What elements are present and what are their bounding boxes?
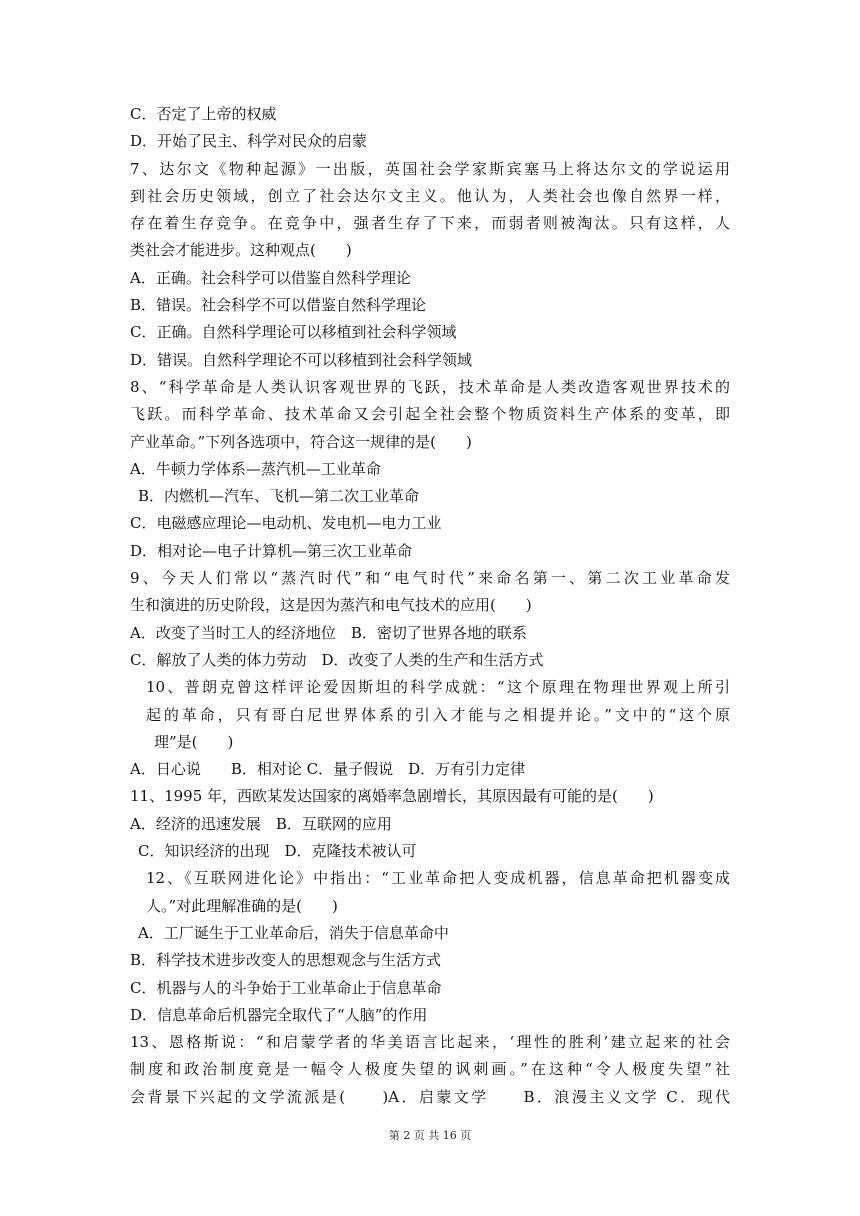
text-line: C．电磁感应理论—电动机、发电机—电力工业 — [130, 514, 442, 533]
text-line: 类社会才能进步。这种观点( ) — [130, 241, 352, 260]
text-line: 生和演进的历史阶段，这是因为蒸汽和电气技术的应用( ) — [130, 596, 532, 615]
text-line: 8、“科学革命是人类认识客观世界的飞跃，技术革命是人类改造客观世界技术的 — [130, 377, 730, 396]
text-line: C．正确。自然科学理论可以移植到社会科学领域 — [130, 323, 457, 342]
text-line: A．牛顿力学体系—蒸汽机—工业革命 — [130, 459, 381, 478]
text-line: 起的革命，只有哥白尼世界体系的引入才能与之相提并论。”文中的“这个原 — [146, 705, 730, 724]
text-line: 会背景下兴起的文学流派是( )A．启蒙文学 B．浪漫主义文学 C．现代 — [130, 1087, 730, 1106]
text-line: 11、1995 年，西欧某发达国家的离婚率急剧增长，其原因最有可能的是( ) — [130, 787, 654, 806]
text-line: C．解放了人类的体力劳动 D．改变了人类的生产和生活方式 — [130, 650, 544, 669]
text-line: 飞跃。而科学革命、技术革命又会引起全社会整个物质资料生产体系的变革，即 — [130, 405, 730, 424]
text-line: 制度和政治制度竟是一幅令人极度失望的讽刺画。”在这种“令人极度失望”社 — [130, 1060, 730, 1079]
text-line: C．知识经济的出现 D．克隆技术被认可 — [138, 842, 417, 861]
text-line: 10、普朗克曾这样评论爱因斯坦的科学成就：“这个原理在物理世界观上所引 — [146, 678, 730, 697]
text-line: 12、《互联网进化论》中指出：“工业革命把人变成机器，信息革命把机器变成 — [146, 869, 730, 888]
text-line: 到社会历史领域，创立了社会达尔文主义。他认为，人类社会也像自然界一样， — [130, 186, 730, 205]
text-line: 存在着生存竞争。在竞争中，强者生存了下来，而弱者则被淘汰。只有这样，人 — [130, 214, 730, 233]
text-line: C．否定了上帝的权威 — [130, 105, 277, 123]
text-line: 产业革命。”下列各选项中，符合这一规律的是( ) — [130, 432, 472, 451]
text-line: A．工厂诞生于工业革命后，消失于信息革命中 — [138, 923, 449, 942]
text-line: 人。”对此理解准确的是( ) — [146, 896, 338, 915]
text-line: B．错误。社会科学不可以借鉴自然科学理论 — [130, 296, 427, 315]
text-line: C．机器与人的斗争始于工业革命止于信息革命 — [130, 978, 442, 997]
text-line: 7、达尔文《物种起源》一出版，英国社会学家斯宾塞马上将达尔文的学说运用 — [130, 159, 730, 178]
text-line: D．开始了民主、科学对民众的启蒙 — [130, 132, 368, 151]
text-line: A．改变了当时工人的经济地位 B．密切了世界各地的联系 — [130, 623, 527, 642]
text-line: A．经济的迅速发展 B．互联网的应用 — [130, 814, 392, 833]
text-line: D．信息革命后机器完全取代了“人脑”的作用 — [130, 1005, 428, 1024]
text-line: B．科学技术进步改变人的思想观念与生活方式 — [130, 951, 442, 970]
text-line: D．相对论—电子计算机—第三次工业革命 — [130, 541, 413, 560]
text-line: B．内燃机—汽车、飞机—第二次工业革命 — [138, 487, 420, 506]
text-line: 理”是( ) — [154, 732, 234, 751]
text-line: D．错误。自然科学理论不可以移植到社会科学领域 — [130, 350, 473, 369]
text-line: A．日心说 B．相对论 C．量子假说 D．万有引力定律 — [130, 760, 526, 779]
page-footer: 第 2 页 共 16 页 — [388, 1129, 472, 1142]
text-line: 13、恩格斯说：“和启蒙学者的华美语言比起来，‘理性的胜利’建立起来的社会 — [130, 1033, 730, 1052]
text-line: 9、今天人们常以“蒸汽时代”和“电气时代”来命名第一、第二次工业革命发 — [130, 569, 730, 588]
text-line: A．正确。社会科学可以借鉴自然科学理论 — [130, 268, 411, 287]
page-content — [130, 101, 730, 1111]
